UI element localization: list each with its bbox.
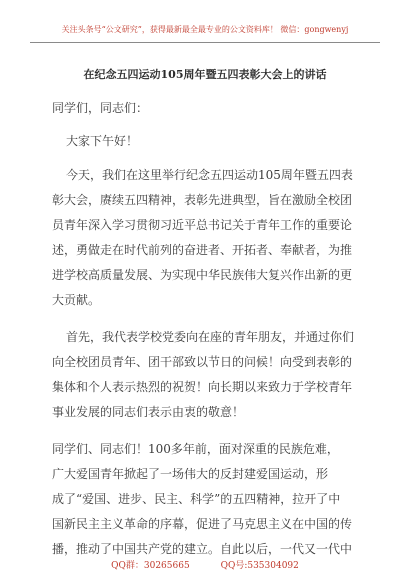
paragraph-line: 国新民主主义革命的序幕，促进了马克思主义在中国的传 xyxy=(52,517,353,531)
footer-qq-number: QQ号:535304092 xyxy=(220,561,299,571)
paragraph-line: 彰大会，赓续五四精神，表彰先进典型，旨在激励全校团 xyxy=(52,193,353,207)
paragraph-line: 首先，我代表学校党委向在座的青年朋友，并通过你们 xyxy=(66,330,355,344)
greeting: 大家下午好！ xyxy=(66,134,139,148)
paragraph-line: 向全校团员青年、团干部致以节日的问候！向受到表彰的 xyxy=(52,355,353,369)
paragraph-line: 今天，我们在这里举行纪念五四运动105周年暨五四表 xyxy=(66,168,353,182)
paragraph-line: 广大爱国青年掀起了一场伟大的反封建爱国运动，形 xyxy=(52,467,329,481)
paragraph-line: 集体和个人表示热烈的祝贺！向长期以来致力于学校青年 xyxy=(52,380,353,394)
paragraph-line: 进学校高质量发展、为实现中华民族伟大复兴作出新的更 xyxy=(52,268,353,282)
page-header: 关注头条号“公文研究”，获得最新最全最专业的公文资料库！ 微信：gongwenyj xyxy=(61,25,349,34)
paragraph-line: 事业发展的同志们表示由衷的敬意！ xyxy=(52,405,245,419)
paragraph-line: 员青年深入学习贯彻习近平总书记关于青年工作的重要论 xyxy=(52,218,353,232)
paragraph-line: 播，推动了中国共产党的建立。自此以后，一代又一代中 xyxy=(52,542,353,556)
header-divider xyxy=(30,42,380,43)
paragraph-line: 成了“爱国、进步、民主、科学”的五四精神，拉开了中 xyxy=(52,492,341,506)
document-title: 在纪念五四运动105周年暨五四表彰大会上的讲话 xyxy=(83,68,327,81)
salutation: 同学们，同志们： xyxy=(52,101,149,115)
footer-qq-group: QQ群：30265665 xyxy=(111,561,190,571)
paragraph-line: 述，勇做走在时代前列的奋进者、开拓者、奉献者，为推 xyxy=(52,243,353,257)
page-footer xyxy=(30,560,380,572)
paragraph-line: 同学们、同志们！100多年前，面对深重的民族危难， xyxy=(52,442,339,456)
paragraph-line: 大贡献。 xyxy=(52,293,101,307)
